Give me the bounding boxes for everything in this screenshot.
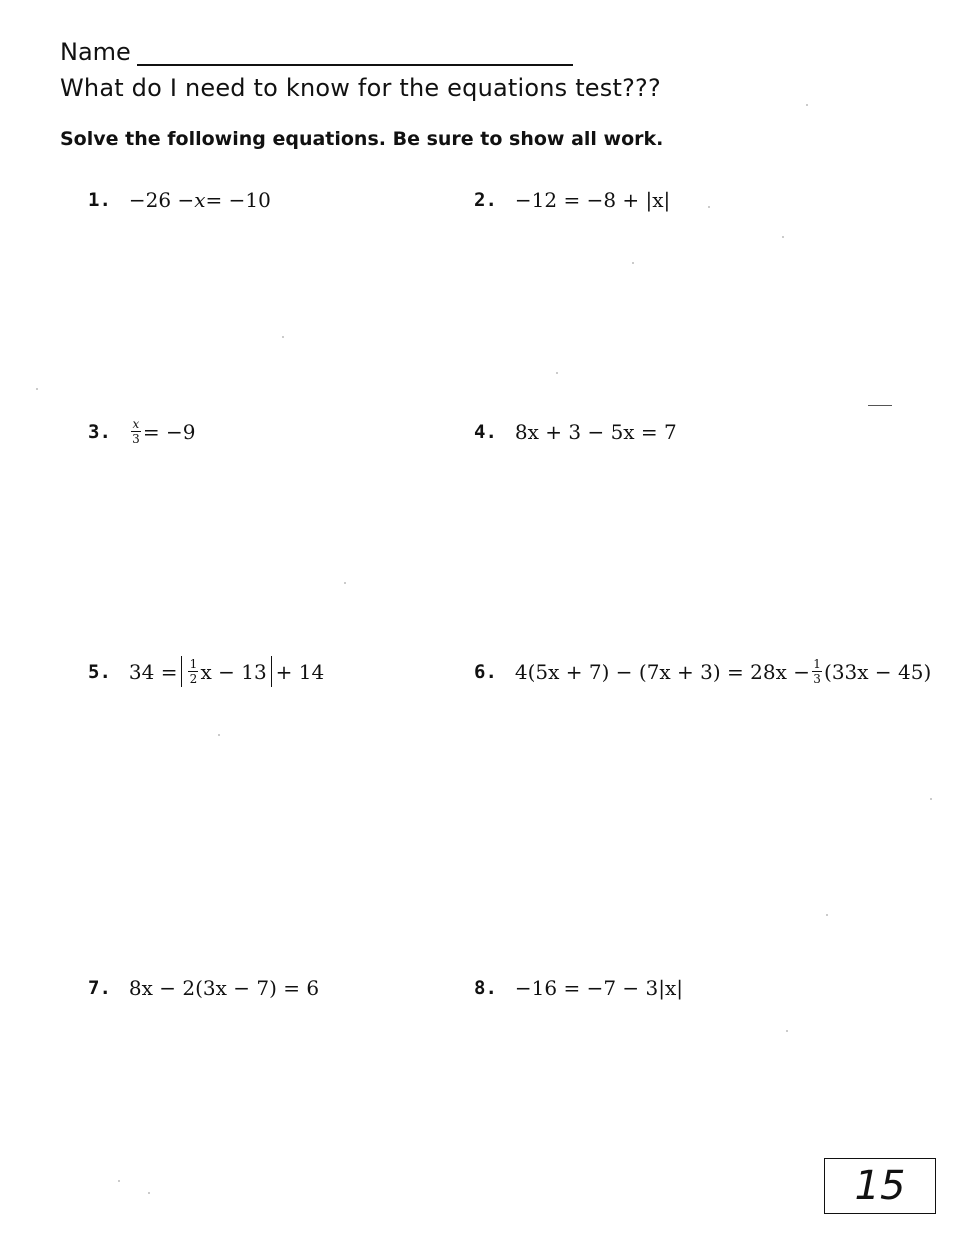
scan-mark [868, 405, 892, 406]
absolute-value-rest: x − 13 [200, 659, 267, 684]
scan-speck [282, 336, 284, 338]
scan-speck [782, 236, 784, 238]
instructions: Solve the following equations. Be sure to show all work. [60, 128, 664, 150]
problem-4 [474, 420, 677, 444]
scan-speck [806, 104, 808, 106]
equation-left: 4(5x + 7) − (7x + 3) = 28x − [514, 659, 811, 684]
problem-number: 6. [474, 660, 497, 683]
scan-speck [118, 1180, 120, 1182]
name-label: Name [60, 38, 131, 66]
equation [129, 188, 271, 212]
problem-2 [474, 188, 670, 212]
page-number-box [824, 1158, 936, 1214]
problem-number: 7. [88, 977, 111, 999]
problem-6 [474, 658, 931, 685]
name-row [60, 38, 573, 66]
problem-1 [88, 188, 271, 212]
fraction [812, 658, 822, 685]
fraction-numerator: 1 [189, 657, 198, 671]
problem-number: 1. [88, 189, 111, 211]
equation [515, 658, 931, 685]
equation: −12 = −8 + |x| [514, 188, 671, 212]
equation-variable: x [194, 188, 206, 212]
equation [129, 656, 324, 687]
scan-speck [786, 1030, 788, 1032]
scan-speck [930, 798, 932, 800]
scan-speck [632, 262, 634, 264]
problem-3 [88, 418, 196, 445]
fraction-denominator: 3 [132, 432, 140, 446]
fraction-numerator: 1 [813, 657, 821, 671]
page-title: What do I need to know for the equations test??? [60, 74, 661, 102]
fraction-numerator: x [132, 417, 140, 431]
equation: 8x − 2(3x − 7) = 6 [128, 976, 320, 1000]
problem-number: 3. [88, 420, 111, 443]
fraction-denominator: 3 [813, 672, 821, 686]
equation-left: −26 − [128, 188, 195, 212]
equation: −16 = −7 − 3|x| [514, 976, 684, 1000]
problem-8 [474, 976, 683, 1000]
problem-number: 8. [474, 977, 497, 999]
problem-number: 5. [88, 660, 111, 683]
fraction [131, 418, 141, 445]
equation-right: (33x − 45) [824, 659, 932, 684]
page-number: 15 [854, 1163, 906, 1209]
scan-speck [148, 1192, 150, 1194]
equation: 8x + 3 − 5x = 7 [514, 420, 677, 444]
scan-speck [556, 372, 558, 374]
fraction-denominator: 2 [189, 672, 198, 686]
equation-right: = −9 [142, 419, 196, 444]
problem-number: 4. [474, 421, 497, 443]
scan-speck [36, 388, 38, 390]
equation-right: + 14 [275, 659, 325, 684]
name-blank-line [137, 44, 573, 66]
scan-speck [344, 582, 346, 584]
problem-5 [88, 656, 324, 687]
scan-speck [708, 206, 710, 208]
scan-speck [826, 914, 828, 916]
scan-speck [218, 734, 220, 736]
equation-left: 34 = [128, 659, 178, 684]
problem-number: 2. [474, 189, 497, 211]
equation-right: = −10 [205, 188, 271, 212]
fraction [188, 658, 198, 685]
problem-7 [88, 976, 319, 1000]
equation [129, 418, 196, 445]
absolute-value [181, 656, 271, 687]
